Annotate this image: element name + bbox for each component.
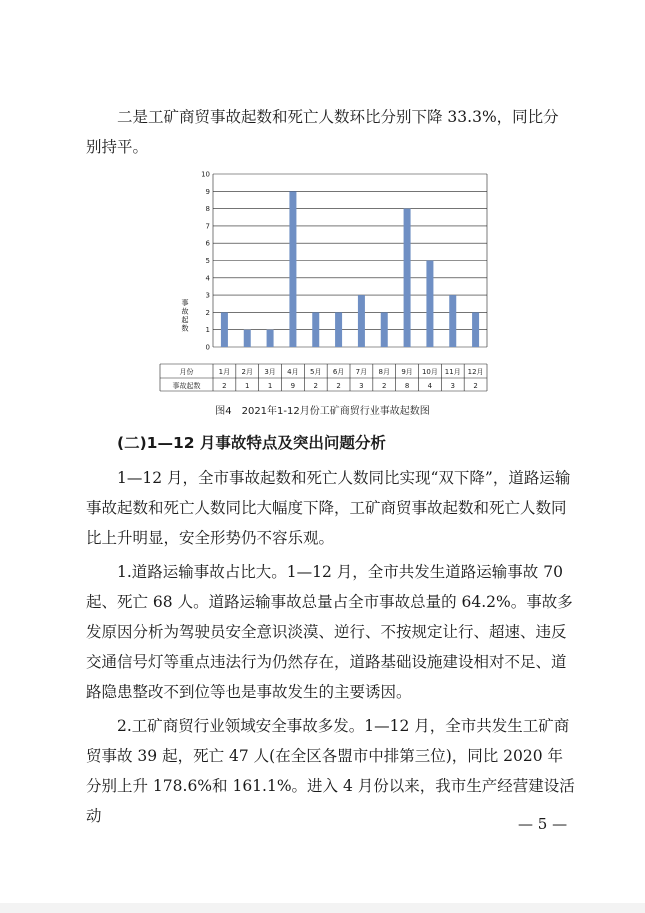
paragraph-4: 2.工矿商贸行业领域安全事故多发。1—12 月，全市共发生工矿商贸事故 39 起，死亡 47 人(在全区各盟市中排第三位)，同比 2020 年分别上升 178.6%和 161.1%。进入 4 月份以来，我市生产经营建设活动 <box>86 717 575 825</box>
table-month-cell: 10月 <box>421 368 438 376</box>
bar-11月 <box>449 295 456 347</box>
y-tick-label: 10 <box>201 170 210 179</box>
table-count-cell: 8 <box>404 382 410 390</box>
table-month-cell: 9月 <box>401 368 413 376</box>
bar-4月 <box>289 191 296 347</box>
page-bottom-edge <box>0 903 645 913</box>
table-month-cell: 4月 <box>287 368 299 376</box>
section-heading: (二)1—12 月事故特点及突出问题分析 <box>117 434 386 452</box>
chart-bars <box>221 191 479 347</box>
bar-2月 <box>244 330 251 347</box>
bar-5月 <box>312 312 319 347</box>
y-tick-label: 5 <box>205 257 210 265</box>
table-count-cell: 1 <box>245 382 250 390</box>
chart-caption: 图4 2021年1-12月份工矿商贸行业事故起数图 <box>215 406 430 417</box>
y-tick-label: 3 <box>205 291 210 300</box>
bar-10月 <box>426 261 433 348</box>
table-count-cell: 4 <box>427 382 433 390</box>
y-tick-label: 0 <box>205 343 210 352</box>
y-tick-label: 4 <box>205 274 210 283</box>
table-month-cell: 12月 <box>467 368 484 376</box>
bar-6月 <box>335 312 342 347</box>
bar-7月 <box>358 295 365 347</box>
chart-gridlines <box>213 174 487 347</box>
table-month-cell: 2月 <box>241 368 253 376</box>
table-count-cell: 2 <box>336 382 341 390</box>
y-tick-label: 1 <box>205 326 210 335</box>
table-month-cell: 7月 <box>355 368 368 376</box>
chart-y-axis-label: 事故起数 <box>181 299 189 333</box>
table-count-cell: 3 <box>359 382 364 390</box>
bar-9月 <box>404 209 411 347</box>
table-count-cell: 3 <box>450 382 455 390</box>
table-month-cell: 5月 <box>310 368 322 376</box>
table-count-cell: 1 <box>267 382 273 390</box>
paragraph-2: 1—12 月，全市事故起数和死亡人数同比实现“双下降”，道路运输事故起数和死亡人数同比大幅度下降，工矿商贸事故起数和死亡人数同比上升明显，安全形势仍不容乐观。 <box>86 469 571 547</box>
chart-data-table <box>160 364 487 391</box>
table-month-cell: 11月 <box>444 368 461 376</box>
table-count-cell: 2 <box>222 382 227 390</box>
bar-8月 <box>381 312 388 347</box>
accident-count-chart <box>0 0 645 430</box>
paragraph-1-line-1: 二是工矿商贸事故起数和死亡人数环比分别下降 33.3%，同比分 <box>117 108 559 126</box>
bar-3月 <box>267 330 274 347</box>
y-tick-label: 6 <box>205 239 210 248</box>
chart-y-tick-labels <box>201 171 210 352</box>
bar-12月 <box>472 312 479 347</box>
table-month-cell: 1月 <box>218 368 231 376</box>
table-count-cell: 2 <box>382 382 387 390</box>
y-tick-label: 7 <box>205 222 210 231</box>
table-month-cell: 3月 <box>264 368 276 376</box>
y-tick-label: 8 <box>205 205 210 214</box>
y-tick-label: 9 <box>205 187 210 196</box>
page-number: — 5 — <box>518 815 568 833</box>
table-month-cell: 8月 <box>378 368 390 376</box>
table-count-cell: 2 <box>473 382 478 390</box>
table-header-label: 月份 <box>179 368 194 376</box>
paragraph-1-line-2: 别持平。 <box>86 138 149 156</box>
table-count-cell: 9 <box>290 382 296 390</box>
bar-1月 <box>221 312 228 347</box>
y-tick-label: 2 <box>205 308 210 317</box>
table-count-cell: 2 <box>313 382 318 390</box>
paragraph-3: 1.道路运输事故占比大。1—12 月，全市共发生道路运输事故 70 起、死亡 68 人。道路运输事故总量占全市事故总量的 64.2%。事故多发原因分析为驾驶员安全意识淡漠、逆行、不按规定让行、超速、违反交通信号灯等重点违法行为仍然存在，道路基础设施建设相对不足、道路隐患整改不到位等也是事故发生的主要诱因。 <box>86 563 573 701</box>
table-month-cell: 6月 <box>332 368 345 376</box>
table-value-label: 事故起数 <box>172 382 201 390</box>
